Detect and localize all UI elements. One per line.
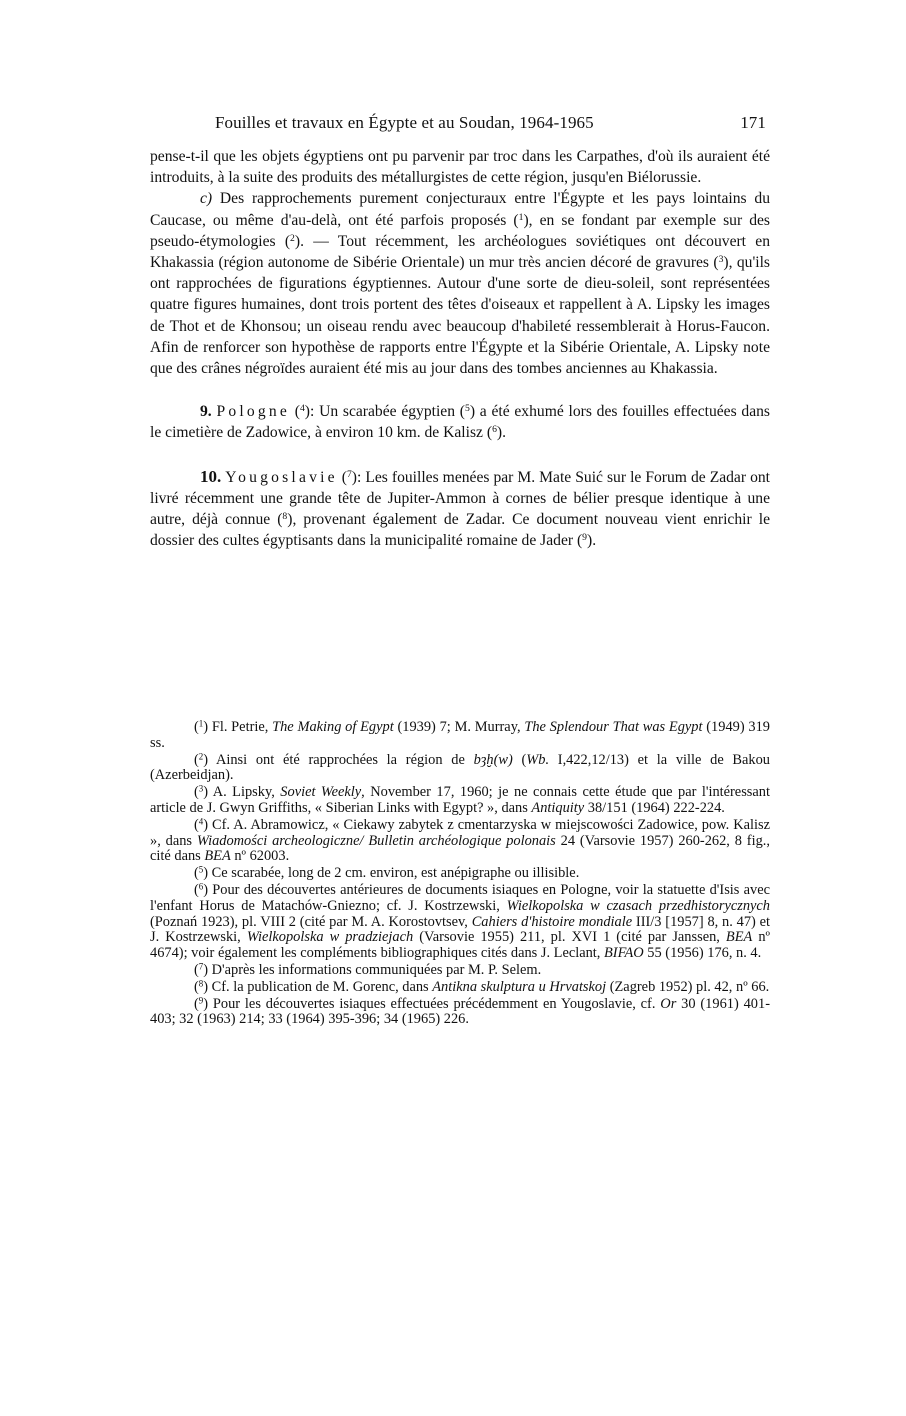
section-number: 10.: [200, 466, 222, 486]
section-9: 9. Pologne ($^4$): Un scarabée égyptien ($^5$) a été exhumé lors des fouilles effectuées dans le cimetière de Zadowice, à environ 10 km. de Kalisz ($^6$).: [150, 403, 771, 442]
footnote-number: 5: [198, 864, 204, 875]
footnote-number: 8: [198, 978, 204, 989]
footnote-ref: 8: [282, 511, 288, 523]
footnotes: [150, 720, 770, 1028]
footnote-7: ($^7$) D'après les informations communiquées par M. P. Selem.: [194, 961, 542, 978]
section-10: 10. Yougoslavie ($^7$): Les fouilles menées par M. Mate Suić sur le Forum de Zadar ont livré récemment une grande tête de Jupiter-Ammon à cornes de bélier presque identique à une autre, déjà connue ($^8$), provenant également de Zadar. Ce document nouveau vient enrichir le dossier des cultes égyptisants dans la municipalité romaine de Jader ($^9$).: [150, 466, 770, 550]
footnote-2: ($^2$) Ainsi ont été rapprochées la région de bȝḫ(w) (Wb. I,422,12/13) et la ville de Bakou (Azerbeidjan).: [150, 751, 770, 784]
footnote-number: 3: [198, 783, 204, 794]
footnote-5: ($^5$) Ce scarabée, long de 2 cm. environ, est anépigraphe ou illisible.: [194, 864, 580, 882]
footnote-ref: 1: [518, 211, 524, 223]
section-country: Pologne: [216, 403, 290, 421]
paragraph-1: pense-t-il que les objets égyptiens ont pu parvenir par troc dans les Carpathes, d'où ils auraient été introduits, à la suite des produits des métallurgistes de cette région, jusqu'en Biélorussie.: [150, 148, 770, 187]
body-text: [150, 146, 770, 551]
footnote-6: ($^6$) Pour des découvertes antérieures de documents isiaques en Pologne, voir la statuette d'Isis avec l'enfant Horus de Matachów-Gniezno; cf. J. Kostrzewski, Wielkopolska w czasach przedhistorycznych (Poznań 1923), pl. VIII 2 (cité par M. A. Korostovtsev, Cahiers d'histoire mondiale III/3 [1957] 8, n. 47) et J. Kostrzewski, Wielkopolska w pradziejach (Varsovie 1955) 211, pl. XVI 1 (cité par Janssen, BEA nº 4674); voir également les compléments bibliographiques cités dans J. Leclant, BIFAO 55 (1956) 176, n. 4.: [150, 881, 771, 962]
footnote-4: ($^4$) Cf. A. Abramowicz, « Ciekawy zabytek z cmentarzyska w miejscowości Zadowice, pow. Kalisz », dans Wiadomości archeologiczne/ Bulletin archéologique polonais 24 (Varsovie 1957) 260-262, 8 fig., cité dans BEA nº 62003.: [150, 816, 770, 865]
footnote-number: 1: [198, 718, 204, 729]
footnote-ref: 7: [346, 468, 352, 480]
footnote-ref: 2: [290, 232, 295, 244]
footnote-8: ($^8$) Cf. la publication de M. Gorenc, dans Antikna skulptura u Hrvatskoj (Zagreb 1952) pl. 42, nº 66.: [194, 978, 770, 995]
footnote-9: ($^9$) Pour les découvertes isiaques effectuées précédemment en Yougoslavie, cf. Or 30 (1961) 401-403; 32 (1963) 214; 33 (1964) 395-396; 34 (1965) 226.: [150, 995, 770, 1028]
page-number: 171: [740, 113, 766, 132]
footnote-number: 4: [198, 816, 204, 827]
footnote-number: 2: [198, 751, 204, 762]
footnote-ref: 5: [464, 403, 470, 415]
footnote-ref: 3: [718, 254, 724, 266]
footnote-number: 9: [198, 995, 204, 1006]
footnote-1: ($^1$) Fl. Petrie, The Making of Egypt (1939) 7; M. Murray, The Splendour That was Egypt (1949) 319 ss.: [150, 718, 770, 751]
running-title: Fouilles et travaux en Égypte et au Soudan, 1964-1965: [215, 113, 594, 132]
section-number: 9.: [200, 403, 212, 421]
footnote-number: 7: [198, 961, 204, 972]
paragraph-2: c) Des rapprochements purement conjecturaux entre l'Égypte et les pays lointains du Caucase, ou même d'au-delà, ont été parfois proposés ($^1$), en se fondant par exemple sur des pseudo-étymologies ($^2$). — Tout récemment, les archéologues soviétiques ont découvert en Khakassia (région autonome de Sibérie Orientale) un mur très ancien décoré de gravures ($^3$), qu'ils ont rapprochées de figurations égyptiennes. Autour d'une sorte de dieu-soleil, sont représentées quatre figures humaines, dont trois portent des têtes d'oiseaux et rappellent à A. Lipsky les images de Thot et de Khonsou; un oiseau rendu avec beaucoup d'habileté ressemblerait à Horus-Faucon. Afin de renforcer son hypothèse de rapports entre l'Égypte et la Sibérie Orientale, A. Lipsky note que des crânes négroïdes auraient été mis au jour dans des tombes anciennes au Khakassia.: [150, 190, 770, 378]
footnote-3: ($^3$) A. Lipsky, Soviet Weekly, November 17, 1960; je ne connais cette étude que par l'intéressant article de J. Gwyn Griffiths, « Siberian Links with Egypt? », dans Antiquity 38/151 (1964) 222-224.: [150, 783, 770, 816]
footnote-ref: 9: [582, 532, 587, 544]
running-head: [150, 113, 770, 137]
paragraph-label: c): [200, 190, 213, 208]
footnote-ref: 4: [299, 403, 305, 415]
footnote-number: 6: [198, 881, 204, 892]
section-country: Yougoslavie: [225, 468, 338, 486]
footnote-ref: 6: [492, 424, 497, 436]
